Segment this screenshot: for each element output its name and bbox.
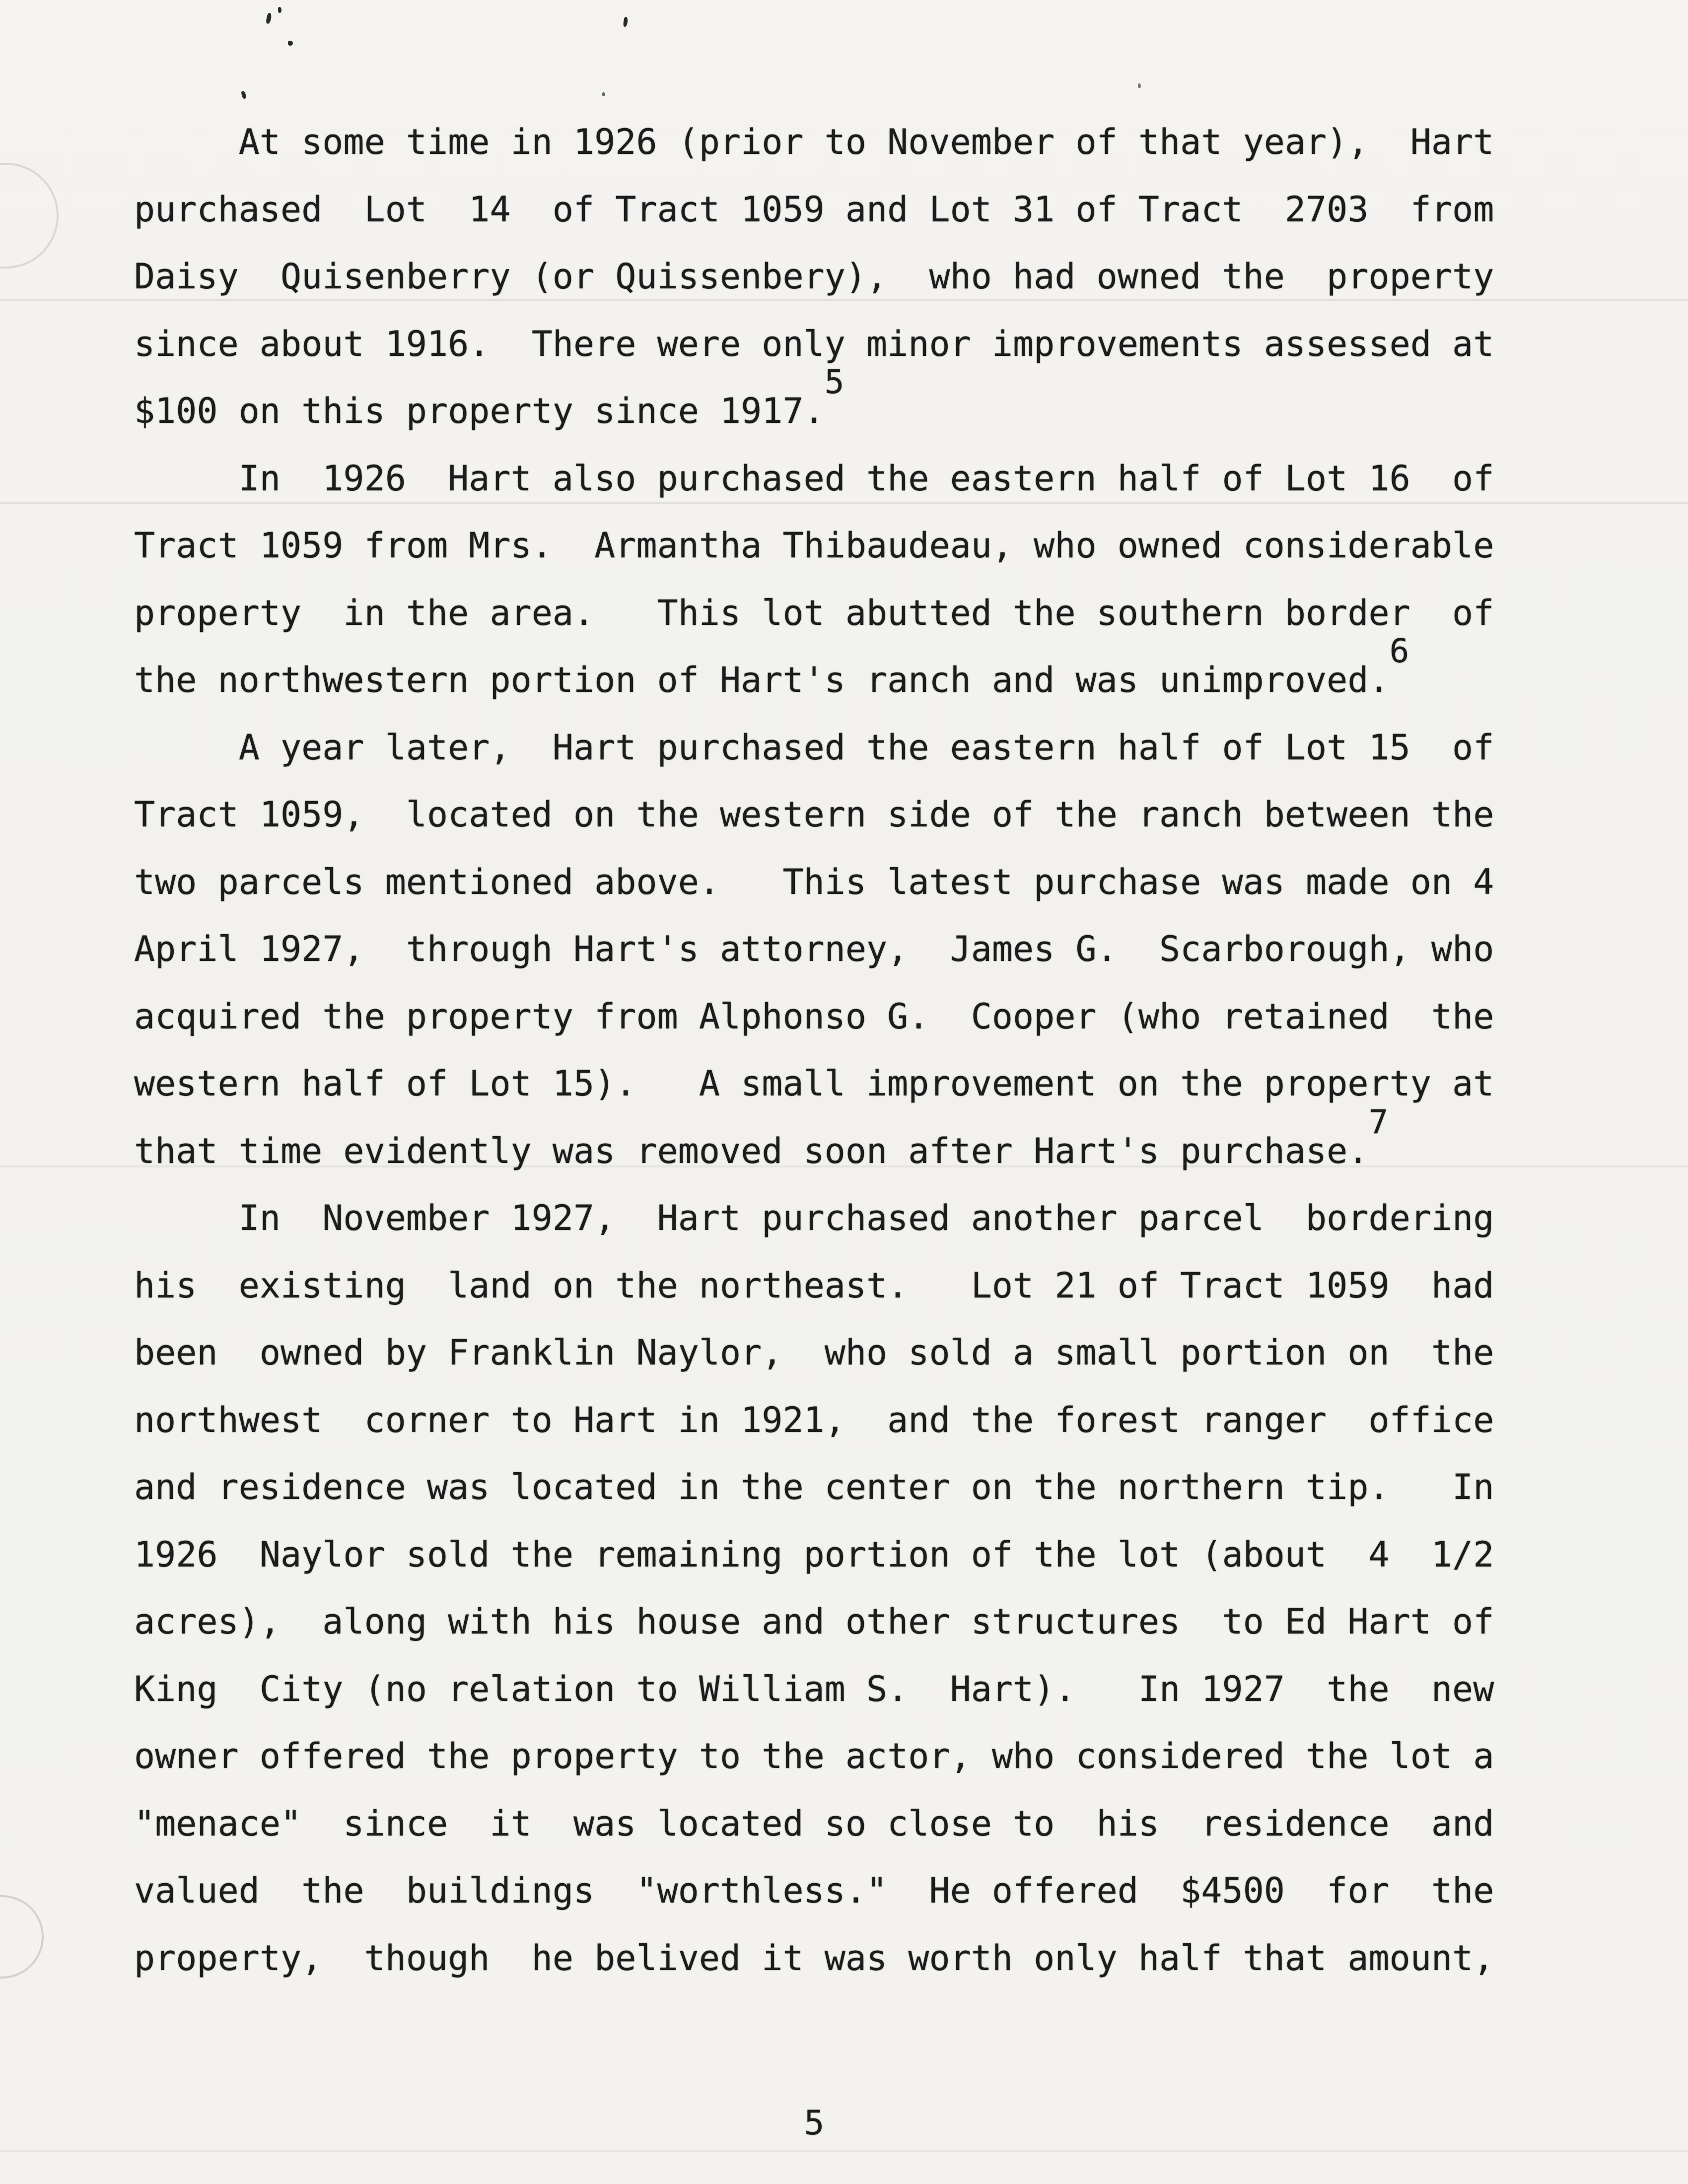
line-text: two parcels mentioned above. This latest purchase was made on 4 — [134, 861, 1494, 902]
text-line — [134, 311, 1494, 378]
line-text: purchased Lot 14 of Tract 1059 and Lot 31 of Tract 2703 from — [134, 189, 1494, 230]
line-text: since about 1916. There were only minor improvements assessed at — [134, 323, 1494, 364]
line-text: In November 1927, Hart purchased another parcel bordering — [134, 1198, 1494, 1238]
text-line — [134, 1656, 1494, 1723]
text-line — [134, 1185, 1494, 1252]
text-line — [134, 512, 1494, 580]
text-line — [134, 781, 1494, 849]
scanner-streak — [0, 2150, 1688, 2152]
text-line — [134, 1387, 1494, 1454]
text-line — [134, 1723, 1494, 1790]
line-text: Tract 1059 from Mrs. Armantha Thibaudeau, who owned considerable — [134, 525, 1494, 566]
line-text: April 1927, through Hart's attorney, James G. Scarborough, who — [134, 929, 1494, 969]
typed-text-body — [134, 109, 1494, 1992]
text-line — [134, 1102, 1494, 1185]
line-text: northwest corner to Hart in 1921, and the forest ranger office — [134, 1399, 1494, 1440]
text-line — [134, 363, 1494, 445]
line-text: his existing land on the northeast. Lot 21 of Tract 1059 had — [134, 1265, 1494, 1306]
text-line — [134, 1588, 1494, 1656]
text-line — [134, 849, 1494, 916]
hole-punch-shadow-top — [0, 163, 59, 269]
line-text: been owned by Franklin Naylor, who sold a small portion on the — [134, 1332, 1494, 1373]
text-line — [134, 445, 1494, 513]
toner-speck — [278, 7, 281, 13]
text-line — [134, 1925, 1494, 1992]
line-text: In 1926 Hart also purchased the eastern half of Lot 16 of — [134, 458, 1494, 499]
toner-speck — [623, 17, 629, 27]
hole-punch-shadow-bottom — [0, 1895, 44, 1979]
text-line — [134, 176, 1494, 244]
text-line — [134, 580, 1494, 647]
footnote-marker: 6 — [1389, 632, 1409, 670]
page-number: 5 — [804, 2104, 825, 2143]
line-text: King City (no relation to William S. Hart). In 1927 the new — [134, 1668, 1494, 1709]
text-line — [134, 1790, 1494, 1858]
toner-speck — [266, 12, 272, 24]
line-text: Tract 1059, located on the western side of the ranch between the — [134, 794, 1494, 835]
footnote-marker: 7 — [1368, 1102, 1389, 1141]
toner-speck — [1138, 83, 1141, 88]
text-line — [134, 632, 1494, 714]
text-line — [134, 916, 1494, 983]
line-text: the northwestern portion of Hart's ranch and was unimproved. — [134, 660, 1390, 700]
line-text: At some time in 1926 (prior to November of that year), Hart — [134, 122, 1494, 162]
line-text: property, though he belived it was worth only half that amount, — [134, 1937, 1494, 1979]
text-line — [134, 1454, 1494, 1521]
toner-speck — [288, 41, 293, 46]
line-text: A year later, Hart purchased the eastern half of Lot 15 of — [134, 727, 1494, 768]
line-text: "menace" since it was located so close to his residence and — [134, 1803, 1494, 1844]
line-text: Daisy Quisenberry (or Quissenbery), who had owned the property — [134, 256, 1494, 297]
text-line — [134, 1857, 1494, 1925]
text-line — [134, 983, 1494, 1051]
text-line — [134, 1050, 1494, 1118]
line-text: acquired the property from Alphonso G. Cooper (who retained the — [134, 996, 1494, 1037]
toner-speck — [241, 90, 247, 99]
footnote-marker: 5 — [824, 363, 844, 401]
toner-speck — [602, 92, 605, 96]
line-text: 1926 Naylor sold the remaining portion of the lot (about 4 1/2 — [134, 1534, 1494, 1575]
line-text: $100 on this property since 1917. — [134, 391, 825, 431]
text-line — [134, 1521, 1494, 1589]
line-text: western half of Lot 15). A small improvement on the property at — [134, 1063, 1494, 1104]
text-line — [134, 1319, 1494, 1387]
line-text: owner offered the property to the actor, who considered the lot a — [134, 1736, 1494, 1776]
text-line — [134, 109, 1494, 176]
line-text: acres), along with his house and other structures to Ed Hart of — [134, 1601, 1494, 1642]
text-line — [134, 243, 1494, 311]
line-text: that time evidently was removed soon after Hart's purchase. — [134, 1130, 1369, 1171]
text-line — [134, 714, 1494, 782]
text-line — [134, 1252, 1494, 1320]
line-text: property in the area. This lot abutted the southern border of — [134, 592, 1494, 633]
line-text: and residence was located in the center on the northern tip. In — [134, 1467, 1494, 1507]
line-text: valued the buildings "worthless." He offered $4500 for the — [134, 1870, 1494, 1911]
